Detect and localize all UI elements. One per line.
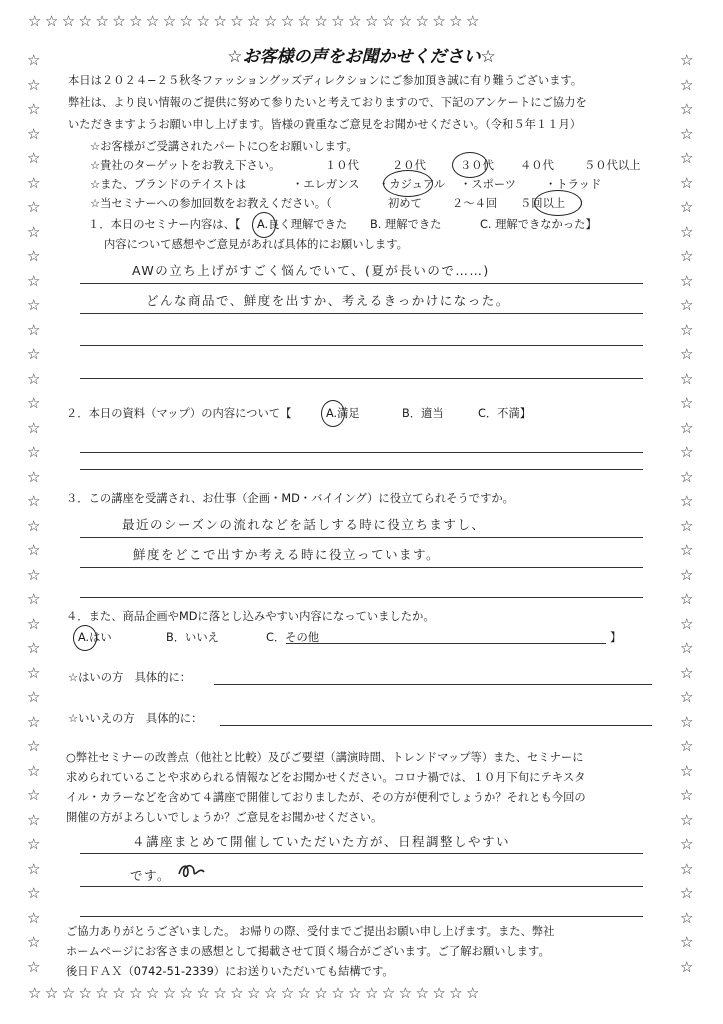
border-star-icon: ☆: [27, 100, 41, 118]
q5-answer-line-1: ４講座まとめて開催していただいた方が、日程調整しやすい: [132, 834, 511, 849]
q4-option-yes[interactable]: A.はい: [78, 631, 112, 644]
border-star-icon: ☆: [27, 271, 41, 290]
border-star-icon: ☆: [27, 639, 41, 657]
border-star-icon: ☆: [680, 590, 694, 608]
taste-option-trad[interactable]: ・トラッド: [545, 178, 602, 191]
border-star-icon: ☆: [27, 320, 41, 339]
footer-line-3: 後日ＦＡＸ（0742-51-2339）にお送りいただいても結構です。: [66, 965, 394, 978]
age-option-50s-plus[interactable]: ５０代以上: [584, 159, 641, 172]
border-star-icon: ☆: [680, 859, 694, 878]
target-age-label: ☆貴社のターゲットをお教え下さい。: [90, 159, 281, 172]
page-title: ☆お客様の声をお聞かせください☆: [227, 47, 496, 67]
border-star-icon: ☆: [27, 418, 41, 437]
q3-answer-line-2: 鮮度をどこで出すか考える時に役立っています。: [133, 547, 441, 562]
border-star-icon: ☆: [680, 492, 694, 510]
border-star-icon: ☆: [27, 516, 41, 535]
border-star-icon: ☆: [27, 565, 41, 584]
border-star-icon: ☆: [680, 810, 694, 829]
star-border-right: [680, 48, 698, 979]
age-option-20s[interactable]: ２０代: [392, 159, 426, 172]
yes-detail-input-rule: [214, 684, 652, 685]
border-star-icon: ☆: [27, 908, 41, 927]
part-instruction: ☆お客様がご受講されたパートに○をお願いします。: [90, 140, 358, 153]
answer-rule: [80, 283, 643, 284]
border-star-icon: ☆: [680, 908, 694, 927]
answer-rule: [80, 378, 643, 379]
border-star-icon: ☆: [27, 712, 41, 731]
answer-rule: [80, 313, 643, 314]
q5-text-line-1: ○弊社セミナーの改善点（他社と比較）及びご要望（講演時間、トレンドマップ等）また、セミナーに: [66, 751, 584, 764]
star-border-left: [27, 48, 45, 979]
border-star-icon: ☆: [680, 614, 694, 633]
answer-circle-q1-a: [252, 212, 276, 238]
q2-question: ２．本日の資料（マップ）の内容について【: [66, 407, 292, 420]
border-star-icon: ☆: [27, 198, 41, 216]
answer-rule: [80, 345, 643, 346]
border-star-icon: ☆: [27, 345, 41, 363]
border-star-icon: ☆: [680, 149, 694, 167]
q1-option-a[interactable]: A.良く理解できた: [257, 218, 348, 231]
age-option-10s[interactable]: １０代: [325, 159, 359, 172]
border-star-icon: ☆: [680, 933, 694, 951]
q1-answer-line-1: AWの立ち上げがすごく悩んでいて、(夏が長いので……): [132, 263, 490, 278]
star-border-top: ☆☆☆☆☆☆☆☆☆☆☆☆☆☆☆☆☆☆☆☆☆☆☆☆☆☆☆: [28, 12, 483, 30]
border-star-icon: ☆: [680, 222, 694, 241]
answer-circle-q2-a: [321, 400, 345, 427]
border-star-icon: ☆: [27, 590, 41, 608]
footer-line-1: ご協力ありがとうございました。 お帰りの際、受付までご提出お願い申し上げます。また、弊社: [66, 925, 555, 938]
border-star-icon: ☆: [680, 369, 694, 388]
border-star-icon: ☆: [27, 737, 41, 755]
border-star-icon: ☆: [680, 957, 694, 976]
border-star-icon: ☆: [680, 884, 694, 902]
footer-line-2: ホームページにお客さまの感想として掲載させて頂く場合がございます。ご了解お願いします。: [66, 945, 550, 958]
q2-option-c[interactable]: C．不満】: [478, 407, 532, 420]
q1-answer-line-2: どんな商品で、鮮度を出すか、考えるきっかけになった。: [146, 293, 510, 308]
q5-text-line-3: イル・カラーなどを含めて４講座で開催しておりましたが、その方が便利でしょうか？それとも今回の: [66, 791, 586, 804]
answer-circle-casual: [383, 170, 433, 197]
border-star-icon: ☆: [680, 75, 694, 94]
answer-rule: [80, 853, 643, 854]
border-star-icon: ☆: [27, 467, 41, 486]
border-star-icon: ☆: [27, 296, 41, 314]
attendance-count-label: ☆当セミナーへの参加回数をお教えください。（: [90, 197, 332, 210]
q4-yes-detail-label: ☆はいの方 具体的に：: [68, 671, 192, 684]
q2-option-a[interactable]: A.満足: [326, 407, 360, 420]
border-star-icon: ☆: [27, 835, 41, 853]
q4-bracket-close: 】: [610, 631, 622, 644]
q4-no-detail-label: ☆いいえの方 具体的に：: [68, 712, 203, 725]
border-star-icon: ☆: [680, 835, 694, 853]
no-detail-input-rule: [220, 725, 652, 726]
q3-question: ３．この講座を受講され、お仕事（企画・MD・バイイング）に役立てられそうですか。: [66, 492, 514, 505]
border-star-icon: ☆: [27, 933, 41, 951]
count-option-5-plus[interactable]: ５回以上: [520, 197, 566, 210]
border-star-icon: ☆: [27, 51, 41, 69]
border-star-icon: ☆: [680, 418, 694, 437]
answer-rule: [80, 916, 643, 917]
border-star-icon: ☆: [27, 688, 41, 706]
q4-question: ４．また、商品企画やMDに落とし込みやすい内容になっていましたか。: [66, 610, 435, 623]
border-star-icon: ☆: [27, 149, 41, 167]
intro-line-1: 本日は２０２４−２５秋冬ファッショングッズディレクションにご参加頂き誠に有り難うございます。: [68, 74, 583, 87]
border-star-icon: ☆: [680, 639, 694, 657]
age-option-40s[interactable]: ４０代: [520, 159, 554, 172]
border-star-icon: ☆: [680, 688, 694, 706]
q1-comment-prompt: 内容について感想やご意見があれば具体的にお願いします。: [104, 238, 408, 251]
border-star-icon: ☆: [680, 712, 694, 731]
border-star-icon: ☆: [680, 443, 694, 461]
answer-rule: [80, 452, 643, 453]
answer-rule: [80, 469, 643, 470]
border-star-icon: ☆: [27, 173, 41, 192]
q4-option-other[interactable]: C．その他: [266, 631, 320, 644]
border-star-icon: ☆: [27, 786, 41, 804]
border-star-icon: ☆: [27, 443, 41, 461]
border-star-icon: ☆: [680, 786, 694, 804]
border-star-icon: ☆: [680, 394, 694, 412]
taste-option-elegance[interactable]: ・エレガンス: [292, 178, 360, 191]
border-star-icon: ☆: [27, 614, 41, 633]
border-star-icon: ☆: [27, 222, 41, 241]
count-close-paren: ）: [578, 197, 590, 210]
q1-option-b[interactable]: B. 理解できた: [370, 218, 442, 231]
q4-option-no[interactable]: B．いいえ: [166, 631, 219, 644]
border-star-icon: ☆: [680, 320, 694, 339]
q2-option-b[interactable]: B．適当: [402, 407, 444, 420]
border-star-icon: ☆: [680, 271, 694, 290]
q1-question: １．本日のセミナー内容は、【: [88, 218, 241, 231]
border-star-icon: ☆: [680, 124, 694, 143]
border-star-icon: ☆: [27, 124, 41, 143]
q5-text-line-4: 開催の方がよろしいでしょうか？ご意見をお聞かせください。: [66, 811, 383, 824]
intro-line-2: 弊社は、より良い情報のご提供に努めて参りたいと考えておりますので、下記のアンケートにご協力を: [68, 96, 587, 109]
border-star-icon: ☆: [680, 516, 694, 535]
border-star-icon: ☆: [27, 394, 41, 412]
border-star-icon: ☆: [680, 296, 694, 314]
answer-rule: [80, 886, 643, 887]
border-star-icon: ☆: [680, 247, 694, 265]
brand-taste-label: ☆また、ブランドのテイストは: [90, 178, 247, 191]
answer-rule: [80, 537, 643, 538]
border-star-icon: ☆: [27, 247, 41, 265]
border-star-icon: ☆: [27, 859, 41, 878]
border-star-icon: ☆: [680, 345, 694, 363]
border-star-icon: ☆: [27, 492, 41, 510]
handwritten-scribble-icon: [176, 860, 210, 882]
border-star-icon: ☆: [680, 663, 694, 682]
q5-text-line-2: 求められていることや求められる情報などをお聞かせください。コロナ禍では、１０月下旬にテキスタ: [66, 771, 586, 784]
intro-line-3: いただきますようお願い申し上げます。皆様の貴重なご意見をお聞かせください。（令和５年１１月）: [68, 118, 582, 131]
taste-option-sports[interactable]: ・スポーツ: [460, 178, 517, 191]
border-star-icon: ☆: [680, 737, 694, 755]
border-star-icon: ☆: [27, 369, 41, 388]
border-star-icon: ☆: [27, 761, 41, 780]
count-option-2-4[interactable]: ２〜４回: [452, 197, 498, 210]
border-star-icon: ☆: [27, 541, 41, 559]
answer-circle-q4-a: [73, 625, 97, 651]
border-star-icon: ☆: [27, 663, 41, 682]
border-star-icon: ☆: [27, 957, 41, 976]
q3-answer-line-1: 最近のシーズンの流れなどを話しする時に役立ちますし、: [122, 517, 486, 532]
border-star-icon: ☆: [680, 761, 694, 780]
border-star-icon: ☆: [680, 173, 694, 192]
q5-answer-line-2: です。: [130, 868, 172, 883]
border-star-icon: ☆: [27, 884, 41, 902]
star-border-bottom: ☆☆☆☆☆☆☆☆☆☆☆☆☆☆☆☆☆☆☆☆☆☆☆☆☆☆☆: [28, 984, 483, 1002]
border-star-icon: ☆: [27, 75, 41, 94]
border-star-icon: ☆: [680, 467, 694, 486]
border-star-icon: ☆: [680, 565, 694, 584]
other-input-rule: [286, 643, 606, 644]
border-star-icon: ☆: [680, 100, 694, 118]
border-star-icon: ☆: [680, 198, 694, 216]
count-option-first[interactable]: 初めて: [388, 197, 422, 210]
border-star-icon: ☆: [27, 810, 41, 829]
border-star-icon: ☆: [680, 51, 694, 69]
answer-rule: [80, 597, 643, 598]
answer-circle-5-plus: [534, 190, 582, 216]
border-star-icon: ☆: [680, 541, 694, 559]
age-option-30s[interactable]: ３０代: [460, 159, 494, 172]
answer-circle-30s: [452, 152, 488, 178]
q1-option-c[interactable]: C. 理解できなかった】: [480, 218, 597, 231]
taste-option-casual[interactable]: ・カジュアル: [378, 178, 446, 191]
answer-rule: [80, 567, 643, 568]
